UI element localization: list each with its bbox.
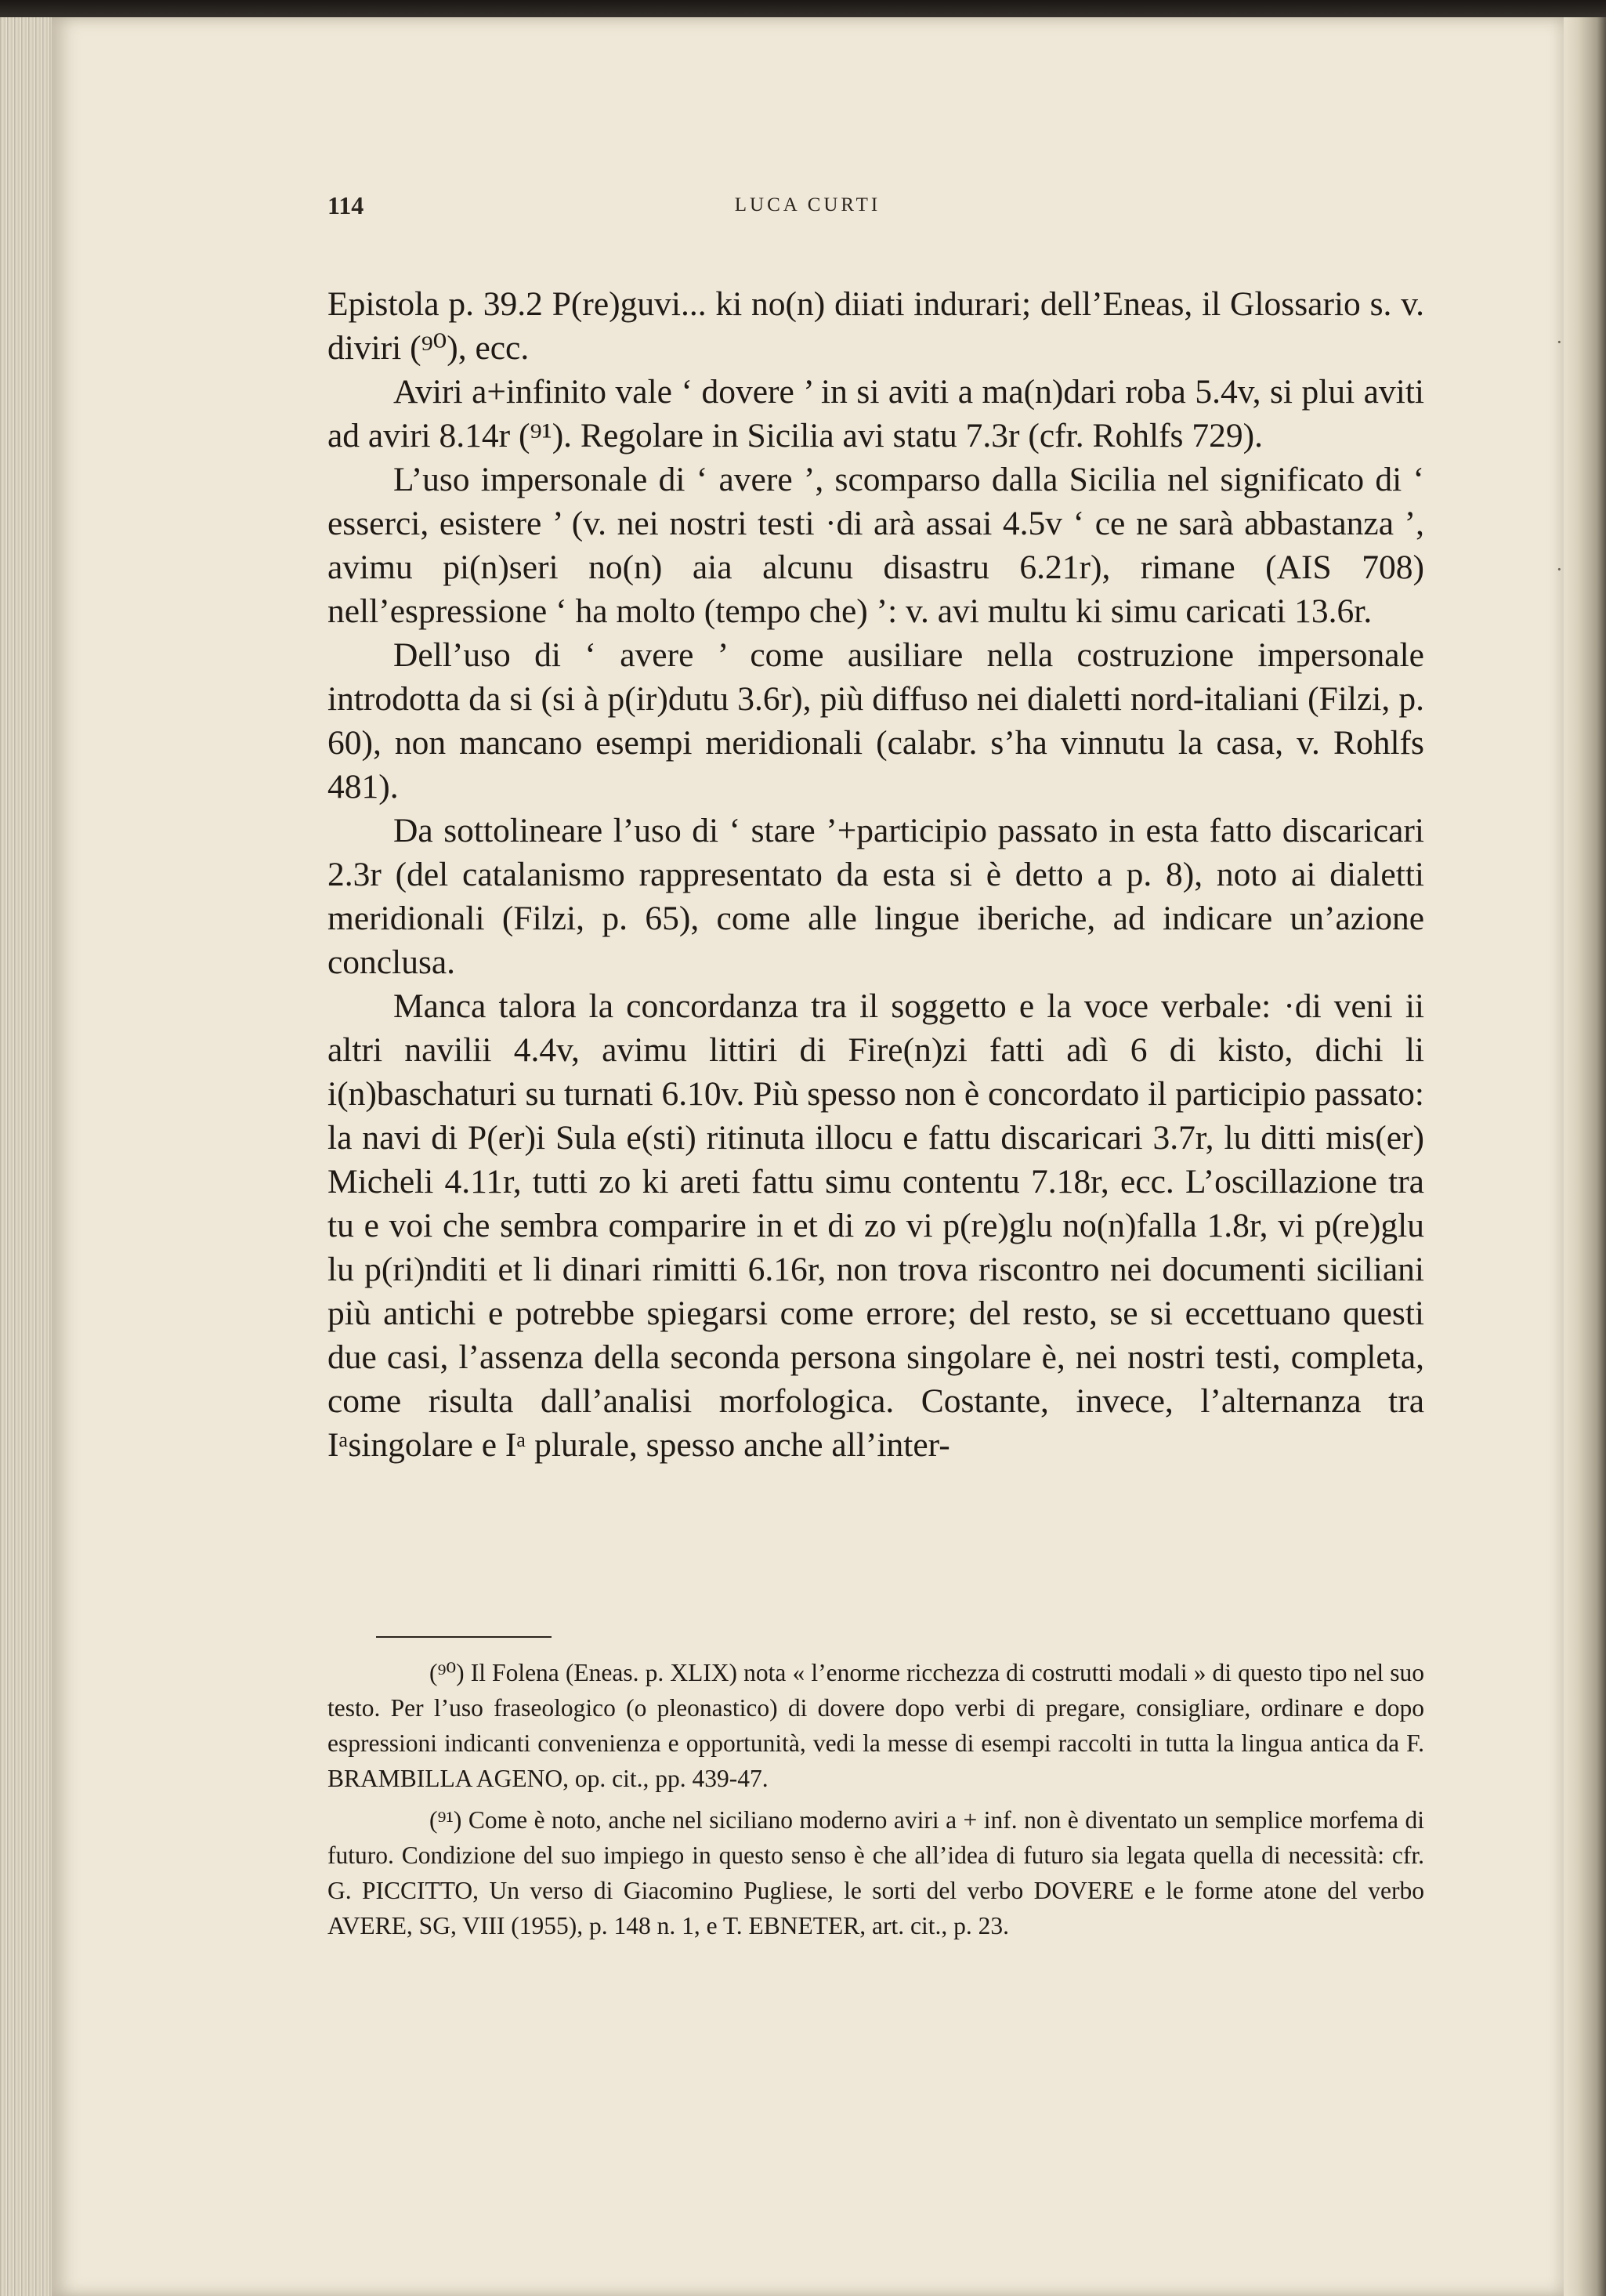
paragraph-2: Aviri a+infinito vale ‘ dovere ’ in si aviti a ma(n)dari roba 5.4v, si plui aviti ad aviri 8.14r (⁹¹). Regolare in Sicilia avi statu 7.3r (cfr. Rohlfs 729). — [327, 373, 1424, 454]
book-page — [52, 17, 1564, 2296]
right-page-edge — [1561, 17, 1606, 2296]
margin-tick-mark: · — [1556, 331, 1563, 353]
paragraph-6: Manca talora la concordanza tra il soggetto e la voce verbale: ·di veni ii altri navilii 4.4v, avimu littiri di Fire(n)zi fatti adì 6 di kisto, dichi li i(n)baschaturi su turnati 6.10v. Più spesso non è concordato il participio passato: la navi di P(er)i Sula e(sti) ritinuta illocu e fattu discaricari 3.7r, lu ditti mis(er) Micheli 4.11r, tutti zo ki areti fattu simu contentu 7.18r, ecc. L’oscillazione tra tu e voi che sembra comparire in et di zo vi p(re)glu no(n)falla 1.8r, vi p(re)glu lu p(ri)nditi et li dinari rimitti 6.16r, non trova riscontro nei documenti siciliani più antichi e potrebbe spiegarsi come errore; del resto, se si eccettuano questi due casi, l’assenza della seconda persona singolare è, nei nostri testi, completa, come risulta dall’analisi morfologica. Costante, invece, l’alternanza tra Iᵃsingolare e Iᵃ plurale, spesso anche all’inter- — [327, 987, 1424, 1464]
page-number: 114 — [327, 191, 364, 219]
paragraph-4: Dell’uso di ‘ avere ’ come ausiliare nella costruzione impersonale introdotta da si (si à p(ir)dutu 3.6r), più diffuso nei dialetti nord-italiani (Filzi, p. 60), non mancano esempi meridionali (calabr. s’ha vinnutu la casa, v. Rohlfs 481). — [327, 636, 1424, 806]
footnote-separator — [376, 1636, 552, 1638]
paragraph-5: Da sottolineare l’uso di ‘ stare ’+participio passato in esta fatto discaricari 2.3r (del catalanismo rappresentato da esta si è detto a p. 8), noto ai dialetti meridionali (Filzi, p. 65), come alle lingue iberiche, ad indicare un’azione conclusa. — [327, 812, 1424, 981]
footnote-91: (⁹¹) Come è noto, anche nel siciliano moderno aviri a + inf. non è diventato un semplice morfema di futuro. Condizione del suo impiego in questo senso è che all’idea di futuro sia legata quella di necessità: cfr. G. PICCITTO, Un verso di Giacomino Pugliese, le sorti del verbo DOVERE e le forme atone del verbo AVERE, SG, VIII (1955), p. 148 n. 1, e T. EBNETER, art. cit., p. 23. — [327, 1806, 1424, 1939]
running-header — [52, 191, 1564, 230]
main-text — [327, 282, 1424, 1467]
margin-tick-mark: · — [1556, 558, 1563, 581]
paragraph-1: Epistola p. 39.2 P(re)guvi... ki no(n) diiati indurari; dell’Eneas, il Glossario s. v. diviri (⁹⁰), ecc. — [327, 285, 1424, 367]
footnotes — [327, 1655, 1424, 1950]
footnote-90: (⁹⁰) Il Folena (Eneas. p. XLIX) nota « l’enorme ricchezza di costrutti modali » di questo tipo nel suo testo. Per l’uso fraseologico (o pleonastico) di dovere dopo verbi di pregare, consigliare, ordinare e dopo espressioni indicanti convenienza e opportunità, vedi la messe di esempi raccolti in tutta la lingua antica da F. BRAMBILLA AGENO, op. cit., pp. 439-47. — [327, 1659, 1424, 1792]
running-title: LUCA CURTI — [734, 194, 881, 215]
paragraph-3: L’uso impersonale di ‘ avere ’, scomparso dalla Sicilia nel significato di ‘ esserci, esistere ’ (v. nei nostri testi ·di arà assai 4.5v ‘ ce ne sarà abbastanza ’, avimu pi(n)seri no(n) aia alcunu disastru 6.21r), rimane (AIS 708) nell’espressione ‘ ha molto (tempo che) ’: v. avi multu ki simu caricati 13.6r. — [327, 461, 1424, 630]
